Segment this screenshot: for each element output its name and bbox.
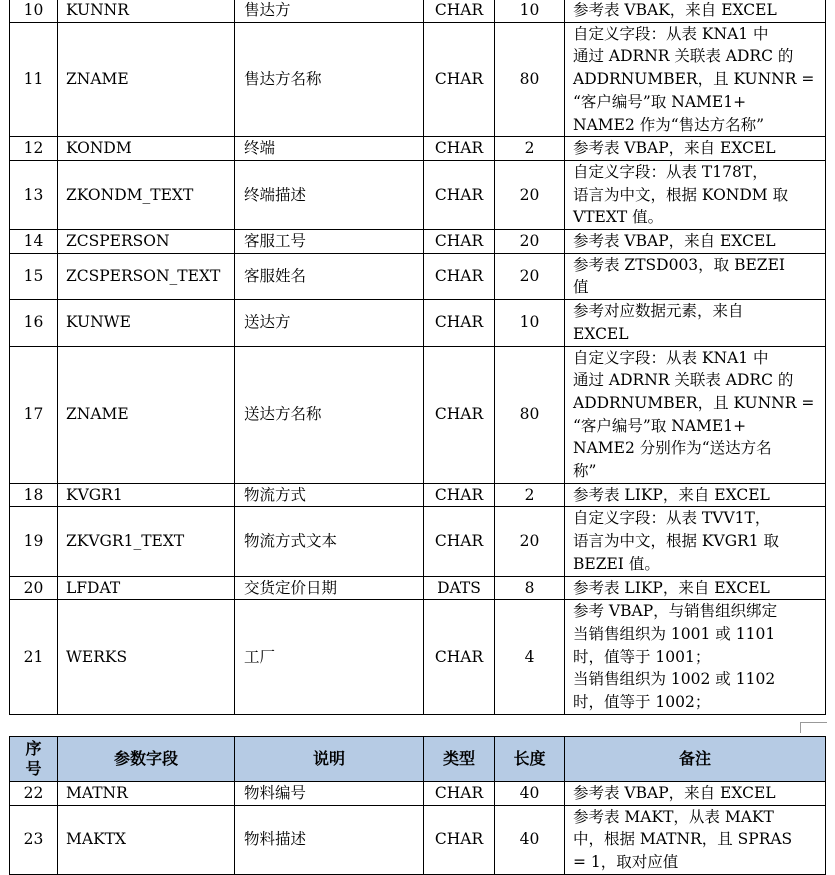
field-table-page2 bbox=[9, 736, 826, 875]
row-len: 20 bbox=[495, 160, 565, 229]
row-desc: 物流方式文本 bbox=[235, 507, 424, 576]
row-type: CHAR bbox=[424, 253, 495, 299]
row-desc: 终端 bbox=[235, 137, 424, 161]
row-remark bbox=[565, 576, 826, 600]
remark-line: ADDRNUMBER，且 KUNNR = bbox=[573, 393, 815, 412]
remark-line: 参考表 MAKT，从表 MAKT bbox=[573, 807, 774, 826]
remark-line: 自定义字段：从表 TVV1T， bbox=[573, 509, 771, 528]
row-remark bbox=[565, 782, 826, 806]
remark-line: 通过 ADRNR 关联表 ADRC 的 bbox=[573, 47, 794, 66]
row-type: DATS bbox=[424, 576, 495, 600]
remark-line: 参考表 LIKP，来自 EXCEL bbox=[573, 485, 770, 504]
row-remark bbox=[565, 507, 826, 576]
row-field: KUNNR bbox=[58, 0, 235, 22]
remark-line: 参考表 VBAP，来自 EXCEL bbox=[573, 232, 776, 251]
header-type: 类型 bbox=[424, 737, 495, 782]
table-row bbox=[10, 253, 826, 299]
remark-line: 自定义字段：从表 KNA1 中 bbox=[573, 24, 769, 43]
row-remark bbox=[565, 483, 826, 507]
row-desc: 物料描述 bbox=[235, 805, 424, 874]
row-desc: 售达方 bbox=[235, 0, 424, 22]
row-remark bbox=[565, 600, 826, 715]
row-no: 21 bbox=[10, 600, 58, 715]
row-no: 15 bbox=[10, 253, 58, 299]
row-desc: 客服工号 bbox=[235, 230, 424, 254]
row-desc: 物流方式 bbox=[235, 483, 424, 507]
remark-line: 时，值等于 1001； bbox=[573, 647, 711, 666]
row-remark bbox=[565, 137, 826, 161]
row-len: 8 bbox=[495, 576, 565, 600]
row-type: CHAR bbox=[424, 160, 495, 229]
remark-line: NAME2 作为“售达方名称” bbox=[573, 115, 765, 134]
row-no: 20 bbox=[10, 576, 58, 600]
table-row bbox=[10, 346, 826, 483]
row-no: 22 bbox=[10, 782, 58, 806]
row-field: ZCSPERSON bbox=[58, 230, 235, 254]
remark-line: 当销售组织为 1002 或 1102 bbox=[573, 670, 776, 689]
row-len: 20 bbox=[495, 253, 565, 299]
remark-line: 自定义字段：从表 KNA1 中 bbox=[573, 348, 769, 367]
remark-line: “客户编号”取 NAME1+ bbox=[573, 416, 747, 435]
row-len: 2 bbox=[495, 483, 565, 507]
remark-line: 参考对应数据元素，来自 bbox=[573, 302, 744, 321]
remark-line: 参考表 VBAP，来自 EXCEL bbox=[573, 784, 776, 802]
row-len: 40 bbox=[495, 805, 565, 874]
remark-line: NAME2 分别作为“送达方名 bbox=[573, 439, 772, 458]
row-len: 2 bbox=[495, 137, 565, 161]
row-type: CHAR bbox=[424, 600, 495, 715]
page-corner-mark bbox=[800, 722, 827, 733]
table-row bbox=[10, 782, 826, 806]
remark-line: 参考 VBAP，与销售组织绑定 bbox=[573, 602, 778, 621]
row-field: MAKTX bbox=[58, 805, 235, 874]
header-no bbox=[10, 737, 58, 782]
remark-line: 通过 ADRNR 关联表 ADRC 的 bbox=[573, 371, 794, 390]
row-desc: 售达方名称 bbox=[235, 22, 424, 137]
row-no: 11 bbox=[10, 22, 58, 137]
row-remark bbox=[565, 346, 826, 483]
remark-line: EXCEL bbox=[573, 324, 629, 343]
row-type: CHAR bbox=[424, 22, 495, 137]
row-no: 23 bbox=[10, 805, 58, 874]
row-desc: 物料编号 bbox=[235, 782, 424, 806]
remark-line: BEZEI 值。 bbox=[573, 554, 660, 573]
remark-line: 中，根据 MATNR，且 SPRAS bbox=[573, 830, 793, 849]
table-body bbox=[10, 782, 826, 875]
row-desc: 终端描述 bbox=[235, 160, 424, 229]
header-no-label: 序号 bbox=[25, 739, 42, 778]
table-row bbox=[10, 230, 826, 254]
row-desc: 交货定价日期 bbox=[235, 576, 424, 600]
row-no: 18 bbox=[10, 483, 58, 507]
table-body bbox=[10, 0, 826, 714]
row-field: MATNR bbox=[58, 782, 235, 806]
remark-line: 时，值等于 1002； bbox=[573, 693, 711, 712]
row-desc: 客服姓名 bbox=[235, 253, 424, 299]
table-row bbox=[10, 483, 826, 507]
row-no: 13 bbox=[10, 160, 58, 229]
row-field: LFDAT bbox=[58, 576, 235, 600]
row-len: 80 bbox=[495, 22, 565, 137]
row-type: CHAR bbox=[424, 346, 495, 483]
remark-line: 参考表 VBAP，来自 EXCEL bbox=[573, 139, 776, 158]
row-type: CHAR bbox=[424, 782, 495, 806]
row-field: KVGR1 bbox=[58, 483, 235, 507]
remark-line: = 1，取对应值 bbox=[573, 853, 679, 872]
row-desc: 送达方名称 bbox=[235, 346, 424, 483]
row-no: 17 bbox=[10, 346, 58, 483]
table-row bbox=[10, 576, 826, 600]
row-type: CHAR bbox=[424, 0, 495, 22]
row-len: 80 bbox=[495, 346, 565, 483]
header-remark: 备注 bbox=[565, 737, 826, 782]
row-no: 19 bbox=[10, 507, 58, 576]
remark-line: 语言为中文，根据 KONDM 取 bbox=[573, 185, 789, 204]
remark-line: 参考表 LIKP，来自 EXCEL bbox=[573, 578, 770, 597]
row-desc: 送达方 bbox=[235, 300, 424, 346]
table-row bbox=[10, 160, 826, 229]
row-type: CHAR bbox=[424, 300, 495, 346]
table-row bbox=[10, 507, 826, 576]
row-remark bbox=[565, 300, 826, 346]
row-remark bbox=[565, 22, 826, 137]
remark-line: 参考表 ZTSD003，取 BEZEI bbox=[573, 255, 786, 274]
row-len: 10 bbox=[495, 300, 565, 346]
remark-line: “客户编号”取 NAME1+ bbox=[573, 92, 747, 111]
table-header-row bbox=[10, 737, 826, 782]
header-field: 参数字段 bbox=[58, 737, 235, 782]
row-no: 16 bbox=[10, 300, 58, 346]
table-row bbox=[10, 300, 826, 346]
row-len: 20 bbox=[495, 507, 565, 576]
row-len: 10 bbox=[495, 0, 565, 22]
remark-line: 称” bbox=[573, 462, 597, 481]
row-len: 40 bbox=[495, 782, 565, 806]
remark-line: 值 bbox=[573, 278, 589, 297]
remark-line: ADDRNUMBER，且 KUNNR = bbox=[573, 70, 815, 89]
row-field: ZCSPERSON_TEXT bbox=[58, 253, 235, 299]
row-no: 10 bbox=[10, 0, 58, 22]
table-row bbox=[10, 0, 826, 22]
remark-line: 参考表 VBAK，来自 EXCEL bbox=[573, 1, 777, 19]
row-field: KONDM bbox=[58, 137, 235, 161]
remark-line: 当销售组织为 1001 或 1101 bbox=[573, 624, 776, 643]
field-table-page1 bbox=[9, 0, 826, 715]
remark-line: 自定义字段：从表 T178T， bbox=[573, 162, 768, 181]
table-row bbox=[10, 137, 826, 161]
page-break bbox=[0, 716, 835, 736]
header-len: 长度 bbox=[495, 737, 565, 782]
row-type: CHAR bbox=[424, 483, 495, 507]
row-len: 20 bbox=[495, 230, 565, 254]
row-type: CHAR bbox=[424, 805, 495, 874]
row-remark bbox=[565, 160, 826, 229]
row-field: KUNWE bbox=[58, 300, 235, 346]
row-field: ZKVGR1_TEXT bbox=[58, 507, 235, 576]
remark-line: 语言为中文，根据 KVGR1 取 bbox=[573, 532, 780, 551]
row-remark bbox=[565, 230, 826, 254]
remark-line: VTEXT 值。 bbox=[573, 208, 664, 227]
row-type: CHAR bbox=[424, 230, 495, 254]
row-desc: 工厂 bbox=[235, 600, 424, 715]
row-field: WERKS bbox=[58, 600, 235, 715]
table-row bbox=[10, 600, 826, 715]
row-no: 14 bbox=[10, 230, 58, 254]
row-remark bbox=[565, 0, 826, 22]
row-no: 12 bbox=[10, 137, 58, 161]
row-type: CHAR bbox=[424, 507, 495, 576]
table-row bbox=[10, 22, 826, 137]
row-remark bbox=[565, 253, 826, 299]
header-desc: 说明 bbox=[235, 737, 424, 782]
row-len: 4 bbox=[495, 600, 565, 715]
row-field: ZKONDM_TEXT bbox=[58, 160, 235, 229]
row-type: CHAR bbox=[424, 137, 495, 161]
row-field: ZNAME bbox=[58, 22, 235, 137]
row-field: ZNAME bbox=[58, 346, 235, 483]
